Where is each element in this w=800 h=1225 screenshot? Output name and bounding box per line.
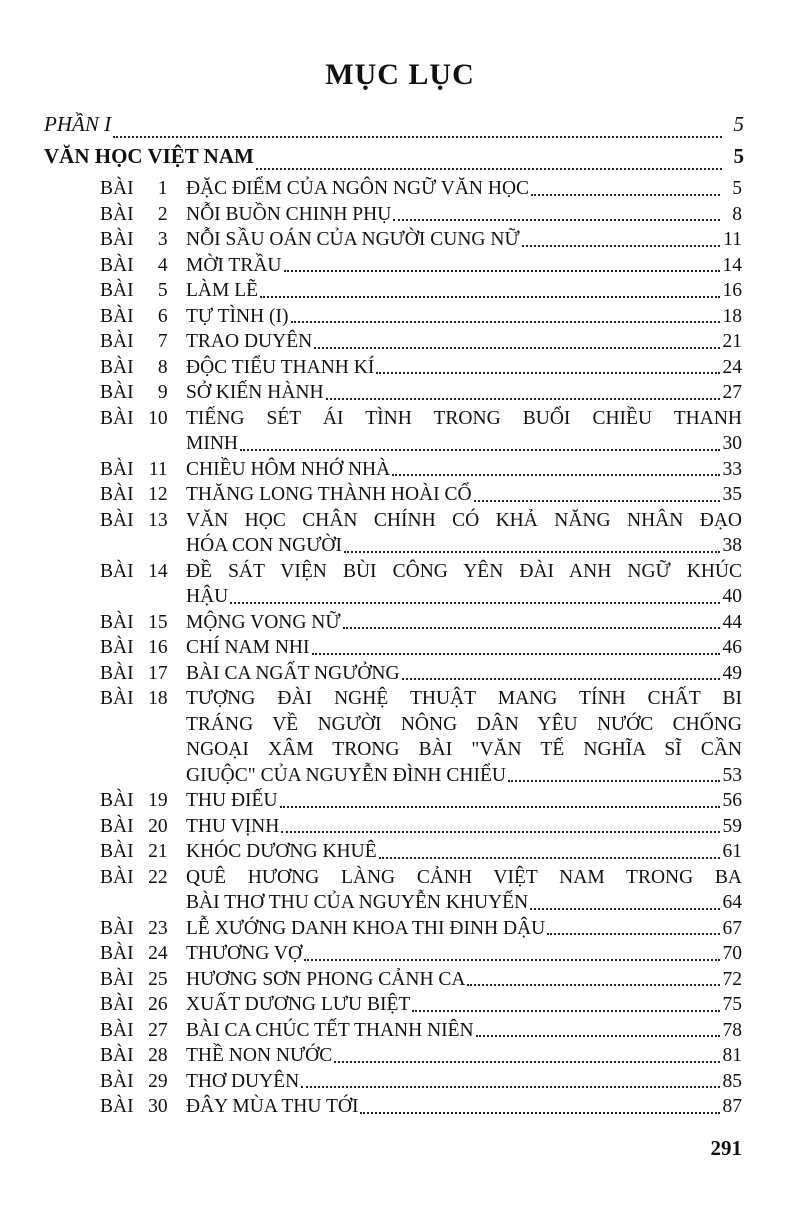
lesson-prefix: BÀI (100, 815, 134, 837)
lesson-title-line: QUÊ HƯƠNG LÀNG CẢNH VIỆT NAM TRONG BA (186, 866, 742, 888)
lesson-page: 38 (722, 535, 742, 556)
lesson-number (44, 610, 186, 636)
lesson-title (186, 227, 744, 253)
lesson-title-line: ĐẶC ĐIỂM CỦA NGÔN NGỮ VĂN HỌC (186, 178, 530, 199)
toc-lesson-entry[interactable] (44, 278, 744, 304)
lesson-page: 46 (722, 637, 742, 658)
toc-lesson-entry[interactable] (44, 482, 744, 508)
dot-leader (522, 244, 720, 247)
toc-lesson-entry[interactable] (44, 406, 744, 457)
lesson-page: 27 (722, 382, 742, 403)
toc-section-entry[interactable] (44, 144, 744, 176)
lesson-prefix: BÀI (100, 229, 134, 250)
lesson-title-line: THĂNG LONG THÀNH HOÀI CỔ (186, 484, 472, 505)
lesson-prefix: BÀI (100, 662, 134, 684)
lesson-number (44, 278, 186, 304)
lesson-title-line: GIUỘC" CỦA NGUYỄN ĐÌNH CHIỂU (186, 764, 506, 786)
lesson-number (44, 482, 186, 508)
table-of-contents (44, 112, 744, 1120)
lesson-title-line: BÀI THƠ THU CỦA NGUYỄN KHUYẾN (186, 892, 529, 913)
toc-lesson-entry[interactable] (44, 176, 744, 202)
lesson-title (186, 278, 744, 304)
lesson-title-line: THỀ NON NƯỚC (186, 1045, 333, 1066)
lesson-prefix: BÀI (100, 331, 134, 352)
lesson-prefix: BÀI (100, 943, 134, 964)
toc-lesson-entry[interactable] (44, 967, 744, 993)
toc-lesson-entry[interactable] (44, 916, 744, 942)
lesson-index: 3 (157, 229, 168, 250)
dot-leader (230, 601, 720, 604)
part-label: PHẦN I (44, 112, 112, 136)
lesson-number (44, 355, 186, 381)
toc-lesson-entry[interactable] (44, 253, 744, 279)
lesson-page: 78 (722, 1019, 742, 1041)
lesson-number (44, 839, 186, 865)
lesson-index: 27 (148, 1019, 168, 1041)
lesson-page: 64 (722, 892, 742, 913)
lesson-page: 59 (722, 815, 742, 837)
lesson-page: 33 (722, 458, 742, 480)
lesson-page: 14 (722, 254, 742, 276)
dot-leader (412, 1009, 720, 1012)
lesson-prefix: BÀI (100, 203, 134, 225)
toc-lesson-entry[interactable] (44, 992, 744, 1018)
lesson-page: 56 (722, 790, 742, 811)
lesson-prefix: BÀI (100, 305, 134, 327)
lesson-title-line: HÓA CON NGƯỜI (186, 535, 342, 556)
dot-leader (343, 626, 720, 629)
toc-lesson-entry[interactable] (44, 814, 744, 840)
lesson-title-line: SỞ KIẾN HÀNH (186, 382, 324, 403)
lesson-title-line: THU ĐIẾU (186, 790, 278, 811)
lesson-page: 87 (722, 1096, 742, 1117)
lesson-title-line: THƠ DUYÊN (186, 1070, 300, 1092)
lesson-title-line: CHIỀU HÔM NHỚ NHÀ (186, 458, 391, 480)
lesson-title (186, 916, 744, 942)
lesson-page: 53 (722, 764, 742, 786)
toc-lesson-entry[interactable] (44, 1094, 744, 1120)
lesson-page: 35 (722, 484, 742, 505)
dot-leader (376, 371, 720, 374)
toc-part-entry[interactable] (44, 112, 744, 144)
dot-leader (392, 473, 720, 476)
lesson-index: 13 (148, 509, 168, 531)
dot-leader (474, 499, 720, 502)
lesson-index: 15 (148, 611, 168, 633)
lesson-title (186, 1094, 744, 1120)
dot-leader (334, 1060, 720, 1063)
lesson-number (44, 1043, 186, 1069)
lesson-index: 1 (157, 178, 168, 199)
dot-leader (240, 448, 720, 451)
lesson-title (186, 253, 744, 279)
lesson-number (44, 967, 186, 993)
lesson-title (186, 559, 744, 610)
toc-lesson-entry[interactable] (44, 686, 744, 788)
lesson-title (186, 304, 744, 330)
toc-lesson-entry[interactable] (44, 559, 744, 610)
lesson-prefix: BÀI (100, 611, 134, 633)
lesson-number (44, 1069, 186, 1095)
dot-leader (360, 1111, 720, 1114)
lesson-index: 10 (148, 407, 168, 429)
lesson-prefix: BÀI (100, 1096, 134, 1117)
lesson-title-line: XUẤT DƯƠNG LƯU BIỆT (186, 994, 411, 1015)
lesson-page: 70 (722, 943, 742, 964)
lesson-prefix: BÀI (100, 356, 134, 378)
lesson-index: 22 (148, 866, 168, 888)
lesson-index: 4 (157, 254, 168, 276)
lesson-prefix: BÀI (100, 509, 134, 531)
lesson-number (44, 559, 186, 610)
dot-leader (314, 346, 720, 349)
lesson-title-line: ĐỘC TIỂU THANH KÍ (186, 356, 375, 378)
dot-leader (344, 550, 720, 553)
toc-lesson-entry[interactable] (44, 355, 744, 381)
lesson-prefix: BÀI (100, 254, 134, 276)
lesson-title (186, 1043, 744, 1069)
lesson-title (186, 788, 744, 814)
dot-leader (301, 1085, 720, 1088)
lesson-prefix: BÀI (100, 382, 134, 403)
lesson-page: 21 (722, 331, 742, 352)
lesson-title (186, 941, 744, 967)
lesson-index: 28 (148, 1045, 168, 1066)
lesson-index: 2 (157, 203, 168, 225)
lesson-number (44, 916, 186, 942)
lesson-index: 20 (148, 815, 168, 837)
dot-leader (113, 135, 722, 138)
lesson-number (44, 814, 186, 840)
lesson-index: 11 (148, 458, 168, 480)
lesson-title-line: TỰ TÌNH (I) (186, 305, 289, 327)
page-number: 291 (710, 1136, 742, 1160)
lesson-title-line: NỖI BUỒN CHINH PHỤ (186, 203, 392, 225)
lesson-title-line: NỖI SẦU OÁN CỦA NGƯỜI CUNG NỮ (186, 229, 520, 250)
lesson-page: 5 (732, 178, 742, 199)
lesson-title-line: TƯỢNG ĐÀI NGHỆ THUẬT MANG TÍNH CHẤT BI (186, 688, 742, 709)
lesson-page: 49 (722, 662, 742, 684)
lesson-title-line: THU VỊNH (186, 815, 280, 837)
lesson-title (186, 992, 744, 1018)
lesson-title-line: TIẾNG SÉT ÁI TÌNH TRONG BUỔI CHIỀU THANH (186, 407, 742, 429)
lesson-title (186, 380, 744, 406)
lesson-page: 8 (732, 203, 742, 225)
toc-lesson-entry[interactable] (44, 227, 744, 253)
lesson-title-line: HẬU (186, 586, 229, 607)
dot-leader (508, 779, 720, 782)
lesson-title (186, 457, 744, 483)
lesson-index: 17 (148, 662, 168, 684)
lesson-page: 81 (722, 1045, 742, 1066)
lesson-number (44, 176, 186, 202)
lesson-prefix: BÀI (100, 866, 134, 888)
dot-leader (260, 295, 720, 298)
lesson-title (186, 967, 744, 993)
toc-lesson-entry[interactable] (44, 941, 744, 967)
lesson-prefix: BÀI (100, 1070, 134, 1092)
lesson-number (44, 253, 186, 279)
lesson-index: 9 (157, 382, 168, 403)
lesson-title-line: TRÁNG VỀ NGƯỜI NÔNG DÂN YÊU NƯỚC CHỐNG (186, 713, 742, 735)
lesson-prefix: BÀI (100, 968, 134, 990)
lesson-title-line: ĐỀ SÁT VIỆN BÙI CÔNG YÊN ĐÀI ANH NGỮ KHÚC (186, 560, 742, 582)
lesson-title-line: MỜI TRẦU (186, 254, 282, 276)
lesson-page: 61 (722, 841, 742, 862)
lesson-title-line: MINH (186, 433, 238, 454)
lesson-page: 85 (722, 1070, 742, 1092)
lesson-title (186, 1018, 744, 1044)
dot-leader (326, 397, 720, 400)
lesson-prefix: BÀI (100, 458, 134, 480)
lesson-title-line: TRAO DUYÊN (186, 331, 313, 352)
lesson-index: 29 (148, 1070, 168, 1092)
toc-lesson-entry[interactable] (44, 661, 744, 687)
lesson-number (44, 329, 186, 355)
lesson-title-line: HƯƠNG SƠN PHONG CẢNH CA (186, 968, 466, 990)
toc-lesson-entry[interactable] (44, 1043, 744, 1069)
lesson-prefix: BÀI (100, 178, 134, 199)
lesson-number (44, 380, 186, 406)
dot-leader (531, 193, 720, 196)
lesson-number (44, 788, 186, 814)
lesson-number (44, 941, 186, 967)
lesson-number (44, 1094, 186, 1120)
toc-lesson-entry[interactable] (44, 635, 744, 661)
dot-leader (312, 652, 721, 655)
lesson-index: 16 (148, 637, 168, 658)
lesson-title-line: LỄ XƯỚNG DANH KHOA THI ĐINH DẬU (186, 917, 546, 939)
lesson-index: 30 (148, 1096, 168, 1117)
toc-lesson-entry[interactable] (44, 380, 744, 406)
lesson-number (44, 661, 186, 687)
lesson-title-line: MỘNG VONG NỮ (186, 611, 341, 633)
lesson-prefix: BÀI (100, 1045, 134, 1066)
lesson-title-line: VĂN HỌC CHÂN CHÍNH CÓ KHẢ NĂNG NHÂN ĐẠO (186, 509, 742, 531)
dot-leader (379, 856, 720, 859)
toc-lesson-entry[interactable] (44, 202, 744, 228)
lesson-title-line: KHÓC DƯƠNG KHUÊ (186, 841, 377, 862)
lesson-list (44, 176, 744, 1120)
lesson-title (186, 635, 744, 661)
lesson-number (44, 1018, 186, 1044)
page-title: MỤC LỤC (325, 58, 475, 91)
lesson-number (44, 227, 186, 253)
lesson-title (186, 508, 744, 559)
lesson-title (186, 610, 744, 636)
lesson-prefix: BÀI (100, 407, 134, 429)
lesson-title-line: ĐÂY MÙA THU TỚI (186, 1096, 359, 1117)
lesson-title-line: THƯƠNG VỢ (186, 943, 303, 964)
toc-lesson-entry[interactable] (44, 1018, 744, 1044)
lesson-index: 14 (148, 560, 168, 582)
lesson-index: 21 (148, 841, 168, 862)
dot-leader (402, 677, 720, 680)
toc-lesson-entry[interactable] (44, 1069, 744, 1095)
lesson-index: 19 (148, 790, 168, 811)
section-page: 5 (733, 144, 744, 168)
lesson-prefix: BÀI (100, 688, 134, 709)
lesson-prefix: BÀI (100, 1019, 134, 1041)
lesson-number (44, 406, 186, 457)
lesson-number (44, 508, 186, 559)
lesson-number (44, 457, 186, 483)
lesson-number (44, 635, 186, 661)
lesson-page: 24 (722, 356, 742, 378)
lesson-page: 44 (722, 611, 742, 633)
lesson-prefix: BÀI (100, 994, 134, 1015)
lesson-page: 11 (723, 229, 742, 250)
lesson-index: 18 (148, 688, 168, 709)
dot-leader (281, 830, 720, 833)
lesson-index: 7 (157, 331, 168, 352)
lesson-title (186, 355, 744, 381)
lesson-index: 24 (148, 943, 168, 964)
lesson-title-line: LÀM LẼ (186, 280, 259, 301)
dot-leader (393, 218, 720, 221)
dot-leader (304, 958, 720, 961)
lesson-title (186, 176, 744, 202)
dot-leader (530, 907, 720, 910)
lesson-index: 26 (148, 994, 168, 1015)
lesson-index: 12 (148, 484, 168, 505)
lesson-title (186, 329, 744, 355)
dot-leader (476, 1034, 720, 1037)
lesson-title (186, 865, 744, 916)
lesson-title (186, 406, 744, 457)
lesson-title (186, 482, 744, 508)
lesson-number (44, 304, 186, 330)
lesson-number (44, 202, 186, 228)
lesson-title (186, 661, 744, 687)
lesson-title (186, 839, 744, 865)
lesson-prefix: BÀI (100, 790, 134, 811)
dot-leader (467, 983, 720, 986)
toc-lesson-entry[interactable] (44, 788, 744, 814)
lesson-page: 18 (722, 305, 742, 327)
part-page: 5 (733, 112, 744, 136)
lesson-title (186, 202, 744, 228)
dot-leader (256, 167, 722, 170)
lesson-prefix: BÀI (100, 560, 134, 582)
lesson-prefix: BÀI (100, 917, 134, 939)
section-label: VĂN HỌC VIỆT NAM (44, 144, 254, 168)
lesson-title-line: BÀI CA NGẤT NGƯỞNG (186, 662, 400, 684)
toc-lesson-entry[interactable] (44, 610, 744, 636)
lesson-title-line: CHÍ NAM NHI (186, 637, 310, 658)
lesson-number (44, 992, 186, 1018)
toc-lesson-entry[interactable] (44, 839, 744, 865)
lesson-title-line: NGOẠI XÂM TRONG BÀI "VĂN TẾ NGHĨA SĨ CẦN (186, 739, 742, 760)
lesson-number (44, 865, 186, 916)
dot-leader (284, 269, 720, 272)
lesson-page: 16 (722, 280, 742, 301)
lesson-page: 72 (722, 968, 742, 990)
lesson-page: 67 (722, 917, 742, 939)
lesson-prefix: BÀI (100, 637, 134, 658)
toc-lesson-entry[interactable] (44, 865, 744, 916)
lesson-index: 23 (148, 917, 168, 939)
lesson-index: 8 (157, 356, 168, 378)
lesson-title (186, 686, 744, 788)
lesson-page: 30 (722, 433, 742, 454)
toc-lesson-entry[interactable] (44, 457, 744, 483)
toc-lesson-entry[interactable] (44, 508, 744, 559)
lesson-index: 5 (157, 280, 168, 301)
lesson-index: 6 (157, 305, 168, 327)
dot-leader (280, 805, 720, 808)
lesson-title-line: BÀI CA CHÚC TẾT THANH NIÊN (186, 1019, 474, 1041)
toc-lesson-entry[interactable] (44, 304, 744, 330)
dot-leader (547, 932, 720, 935)
lesson-prefix: BÀI (100, 484, 134, 505)
lesson-prefix: BÀI (100, 841, 134, 862)
lesson-title (186, 814, 744, 840)
lesson-number (44, 686, 186, 788)
lesson-prefix: BÀI (100, 280, 134, 301)
lesson-title (186, 1069, 744, 1095)
dot-leader (291, 320, 721, 323)
lesson-page: 40 (722, 586, 742, 607)
lesson-index: 25 (148, 968, 168, 990)
lesson-page: 75 (722, 994, 742, 1015)
toc-lesson-entry[interactable] (44, 329, 744, 355)
